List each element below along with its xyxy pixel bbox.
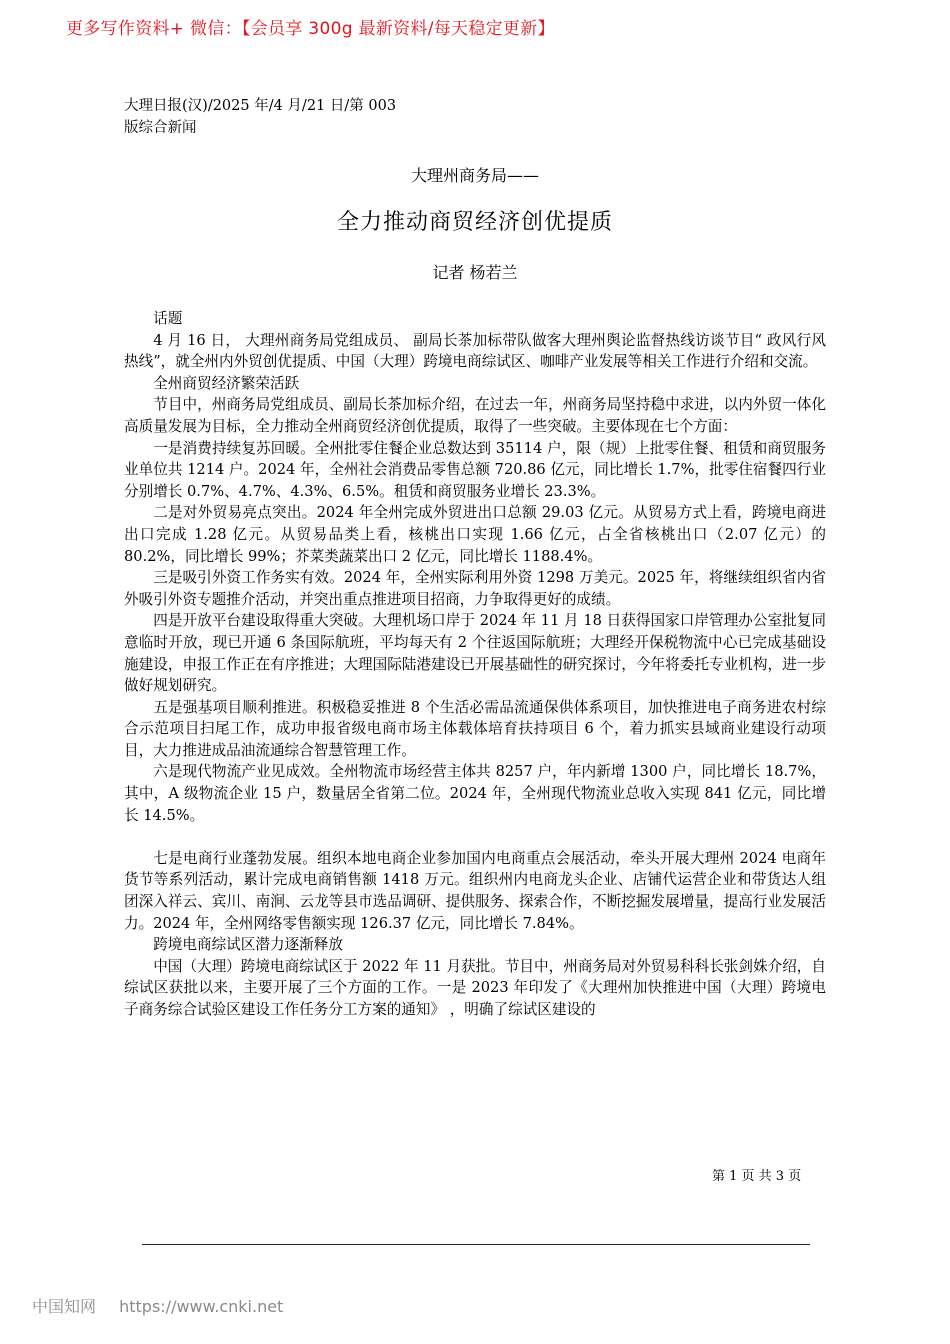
article-title: 全力推动商贸经济创优提质 bbox=[336, 210, 613, 235]
article-body bbox=[124, 308, 826, 1021]
paragraph: 二是对外贸易亮点突出。2024 年全州完成外贸进出口总额 29.03 亿元。从贸易方式上看，跨境电商进出口完成 1.28 亿元。从贸易品类上看，核桃出口实现 1.66 亿元，占全省核桃出口（2.07 亿元）的 80.2%，同比增长 99%；芥菜类蔬菜出口 2 亿元，同比增长 1188.4%。 bbox=[124, 504, 826, 565]
paragraph: 中国（大理）跨境电商综试区于 2022 年 11 月获批。节目中，州商务局对外贸易科科长张剑姝介绍，自综试区获批以来，主要开展了三个方面的工作。一是 2023 年印发了《大理州加快推进中国（大理）跨境电子商务综合试验区建设工作任务分工方案的通知》 ，明确了综试区建设的 bbox=[124, 957, 826, 1018]
footer-url[interactable]: https://www.cnki.net bbox=[119, 1297, 284, 1316]
page-indicator: 第 1 页 共 3 页 bbox=[712, 1169, 802, 1184]
paragraph: 节目中，州商务局党组成员、副局长茶加标介绍，在过去一年，州商务局坚持稳中求进，以内外贸一体化高质量发展为目标，全力推动全州商贸经济创优提质，取得了一些突破。主要体现在七个方面： bbox=[124, 396, 826, 435]
paragraph: 五是强基项目顺利推进。积极稳妥推进 8 个生活必需品流通保供体系项目，加快推进电子商务进农村综合示范项目扫尾工作，成功申报省级电商市场主体载体培育扶持项目 6 个，着力抓实县域商业建设行动项目，大力推进成品油流通综合智慧管理工作。 bbox=[124, 698, 826, 759]
source-line-2: 版综合新闻 bbox=[124, 120, 197, 136]
article-kicker: 大理州商务局—— bbox=[410, 166, 539, 185]
paragraph: 三是吸引外资工作务实有效。2024 年，全州实际利用外资 1298 万美元。2025 年，将继续组织省内省外吸引外资专题推介活动，并突出重点推进项目招商，力争取得更好的成绩。 bbox=[124, 569, 826, 608]
paragraph: 一是消费持续复苏回暖。全州批零住餐企业总数达到 35114 户，限（规）上批零住餐、租赁和商贸服务业单位共 1214 户。2024 年，全州社会消费品零售总额 720.86 亿元，同比增长 1.7%，批零住宿餐四行业分别增长 0.7%、4.7%、4.3%、6.5%。租赁和商贸服务业增长 23.3%。 bbox=[124, 439, 826, 500]
paragraph: 4 月 16 日， 大理州商务局党组成员、 副局长茶加标带队做客大理州舆论监督热线访谈节目“ 政风行风热线”，就全州内外贸创优提质、中国（大理）跨境电商综试区、咖啡产业发展等相关工作进行介绍和交流。 bbox=[124, 331, 826, 371]
promo-banner: 更多写作资料+ 微信：【会员享 300g 最新资料/每天稳定更新】 bbox=[66, 19, 555, 39]
source-line-1: 大理日报(汉)/2025 年/4 月/21 日/第 003 bbox=[124, 98, 397, 114]
section-heading: 全州商贸经济繁荣活跃 bbox=[153, 374, 300, 392]
paragraph: 六是现代物流产业见成效。全州物流市场经营主体共 8257 户，年内新增 1300 户，同比增长 18.7%，其中，A 级物流企业 15 户，数量居全省第二位。2024 年，全州现代物流业总收入实现 841 亿元，同比增长 14.5%。 bbox=[124, 763, 826, 824]
source-citation bbox=[124, 95, 444, 139]
footer-watermark bbox=[32, 1294, 283, 1317]
article-byline: 记者 杨若兰 bbox=[432, 263, 518, 282]
footer-divider bbox=[142, 1244, 810, 1245]
footer-brand: 中国知网 bbox=[32, 1297, 97, 1316]
paragraph: 七是电商行业蓬勃发展。组织本地电商企业参加国内电商重点会展活动，牵头开展大理州 2024 电商年货节等系列活动，累计完成电商销售额 1418 万元。组织州内电商龙头企业、店铺代运营企业和带货达人组团深入祥云、宾川、南涧、云龙等县市选品调研、提供服务、探索合作，不断挖掘发展增量，提高行业发展活力。2024 年，全州网络零售额实现 126.37 亿元，同比增长 7.84%。 bbox=[124, 849, 826, 932]
paragraph: 四是开放平台建设取得重大突破。大理机场口岸于 2024 年 11 月 18 日获得国家口岸管理办公室批复同意临时开放，现已开通 6 条国际航班，平均每天有 2 个往返国际航班；大理经开保税物流中心已完成基础设施建设，申报工作正在有序推进；大理国际陆港建设已开展基础性的研究探讨，今年将委托专业机构，进一步做好规划研究。 bbox=[124, 612, 826, 695]
section-heading: 话题 bbox=[153, 310, 183, 327]
section-heading: 跨境电商综试区潜力逐渐释放 bbox=[153, 936, 343, 954]
